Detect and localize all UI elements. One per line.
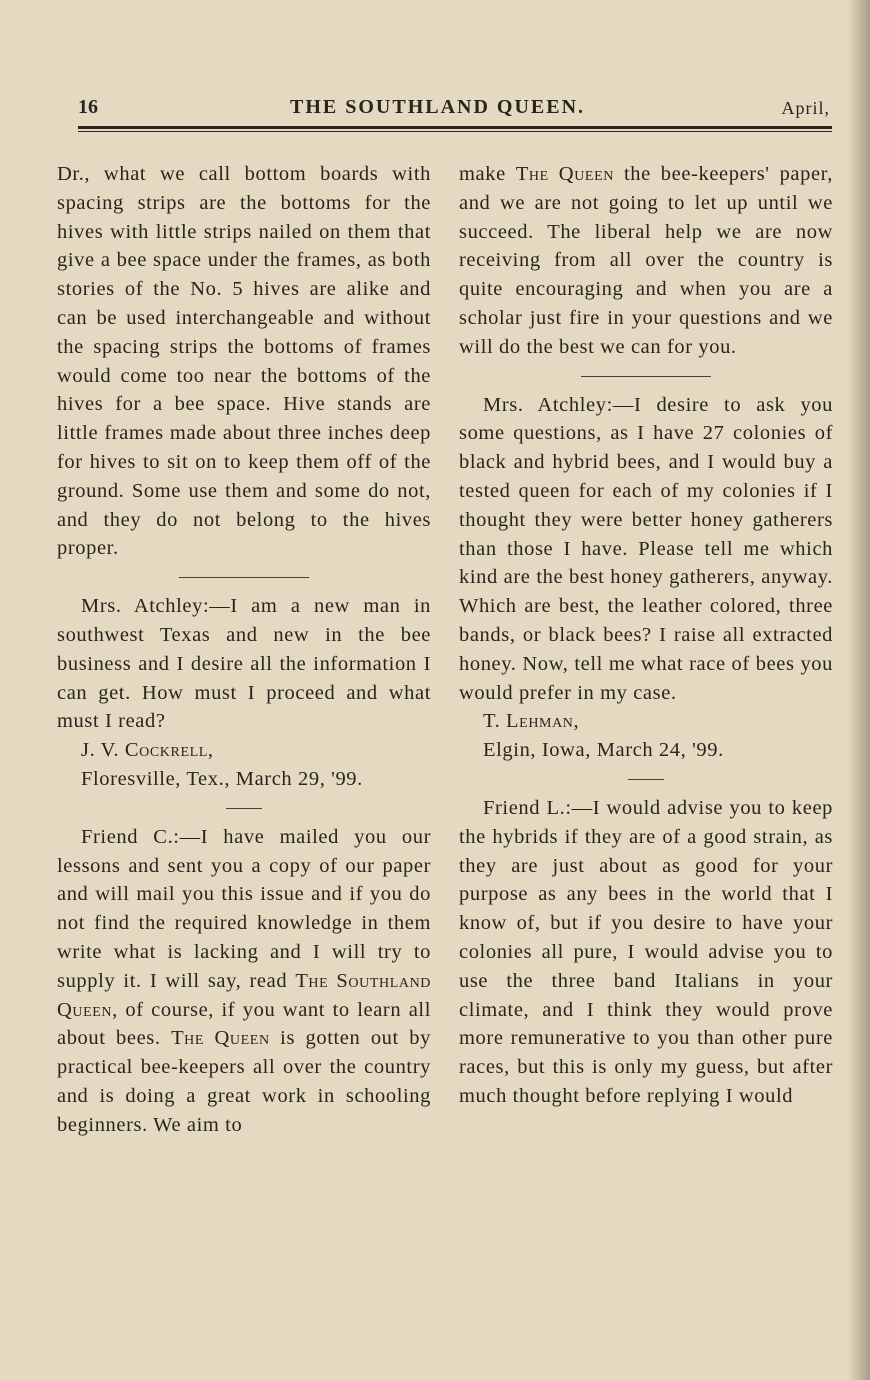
signature-place: Floresville, Tex., March 29, '99. (81, 767, 363, 790)
signature-place: Elgin, Iowa, March 24, '99. (483, 739, 724, 762)
letter-cockrell: Mrs. Atchley:—I am a new man in southwest Texas and new in the bee business and I desire all the information I can get. How must I proceed and what must I read? (57, 595, 431, 733)
issue-month: April, (781, 98, 830, 118)
header-rule (78, 126, 832, 129)
reply-friend-l: Friend L.:—I would advise you to keep the hybrids if they are of a good strain, as they are just about as good for your purpose as any bees in the world that I know of, but if you desire to have your colonies all pure, I would advise you to use the three band Italians in your climate, and I think they would prove more remunerative to you than other pure races, but this is only my guess, but after much thought before replying I would (459, 796, 833, 1107)
right-column (459, 160, 833, 1111)
section-divider (581, 376, 711, 377)
section-divider-short (226, 808, 262, 809)
reply-friend-c: Friend C.:—I have mailed you our lessons and sent you a copy of our paper and will mail you this issue and if you do not find the required knowledge in them write what is lacking and I will try to supply it. I will say, read The Southland Queen, of course, if you want to learn all about bees. The Queen is gotten out by practical bee-keepers all over the country and is doing a great work in schooling beginners. We aim to (57, 825, 432, 1136)
section-divider-short (628, 779, 664, 780)
signature-name: T. Lehman, (483, 710, 580, 733)
letter-lehman: Mrs. Atchley:—I desire to ask you some questions, as I have 27 colonies of black and hybrid bees, and I would buy a tested queen for each of my colonies if I thought they were better honey gatherers than those I have. Please tell me which kind are the best honey gatherers, anyway. Which are best, the leather colored, three bands, or black bees? I raise all extracted honey. Now, tell me what race of bees you would prefer in my case. (459, 393, 833, 704)
left-column (57, 160, 431, 1140)
running-title: THE SOUTHLAND QUEEN. (290, 96, 586, 118)
paragraph-bottom-boards: Dr., what we call bottom boards with spacing strips are the bottoms for the hives with little strips nailed on them that give a bee space under the frames, as both stories of the No. 5 hives are alike and can be used interchangeable and without the spacing strips the bottoms of frames would come too near the bottoms of the hives for a bee space. Hive stands are little frames made about three inches deep for hives to sit on to keep them off of the ground. Some use them and some do not, and they do not belong to the hives proper. (57, 163, 431, 560)
paragraph-continued: make The Queen the bee-keepers' paper, and we are not going to let up until we succeed. The liberal help we are now receiving from all over the country is quite encouraging and when you are a scholar just fire in your questions and we will do the best we can for you. (459, 163, 833, 358)
page-number: 16 (78, 96, 98, 118)
page-edge-shadow (848, 0, 870, 1380)
header-rule-thin (78, 131, 832, 132)
signature-name: J. V. Cockrell, (81, 739, 214, 762)
running-header (78, 96, 830, 130)
section-divider (179, 577, 309, 578)
